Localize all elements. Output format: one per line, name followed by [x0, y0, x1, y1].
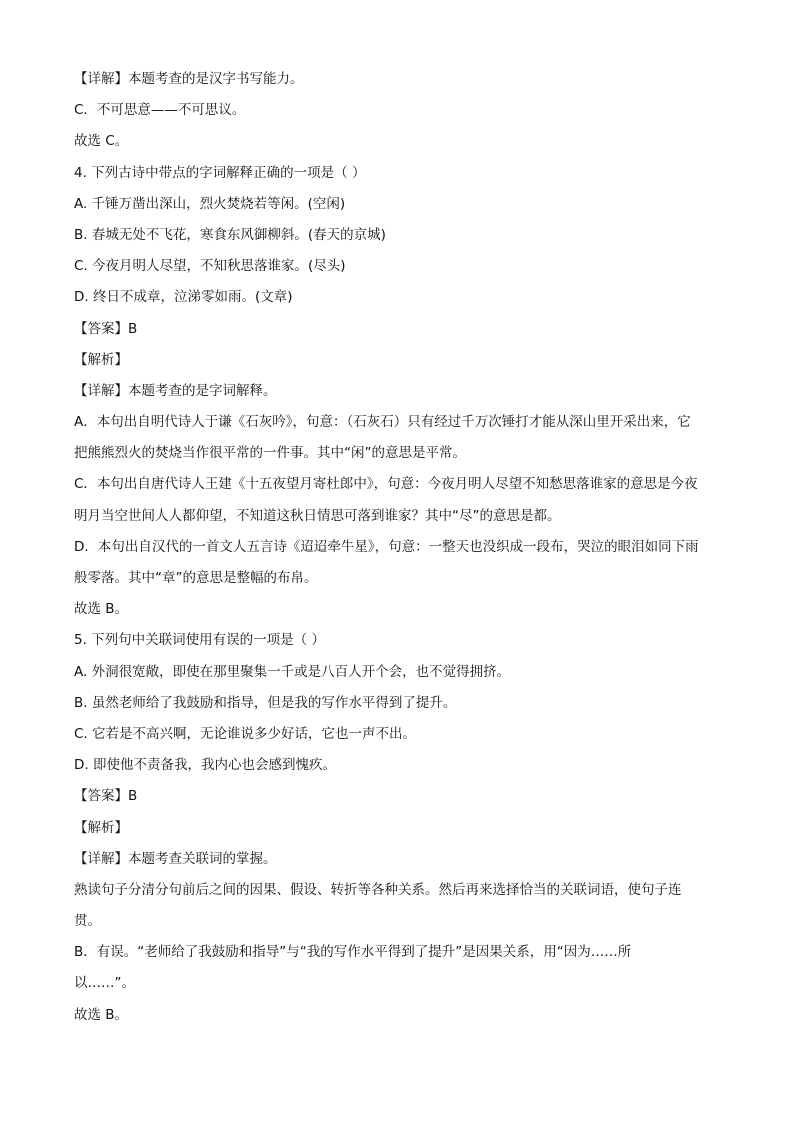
analysis-label: 【解析】: [74, 351, 128, 368]
analysis-label: 【解析】: [74, 819, 128, 836]
question-5-option-a: A. 外洞很宽敞，即使在那里聚集一千或是八百人开个会，也不觉得拥挤。: [74, 663, 511, 680]
document-page: [74, 64, 724, 1031]
detail-line: 【详解】本题考查关联词的掌握。: [74, 850, 277, 867]
explanation-b-line-1: B．有误。“老师给了我鼓励和指导”与“我的写作水平得到了提升”是因果关系，用“因为……所: [74, 944, 632, 961]
answer-choice-line: 故选 C。: [74, 133, 129, 150]
detail-line: 【详解】本题考查的是汉字书写能力。: [74, 71, 304, 87]
explanation-a-line-1: A．本句出自明代诗人于谦《石灰吟》，句意：（石灰石）只有经过千万次锤打才能从深山里开采出来，它: [74, 414, 691, 431]
explanation-d-line-1: D．本句出自汉代的一首文人五言诗《迢迢牵牛星》，句意：一整天也没织成一段布，哭泣的眼泪如同下雨: [74, 538, 699, 555]
answer-label: 【答案】B: [74, 788, 138, 805]
detail-line: 【详解】本题考查的是字词解释。: [74, 382, 277, 399]
question-5-option-b: B. 虽然老师给了我鼓励和指导，但是我的写作水平得到了提升。: [74, 694, 457, 711]
explanation-c-line-1: C．本句出自唐代诗人王建《十五夜望月寄杜郎中》，句意：今夜月明人尽望不知愁思落谁家的意思是今夜: [74, 476, 698, 493]
question-5-option-d: D. 即使他不责备我，我内心也会感到愧疚。: [74, 757, 336, 774]
question-4-option-d: D. 终日不成章，泣涕零如雨。(文章): [74, 289, 293, 306]
question-4-option-c: C. 今夜月明人尽望，不知秋思落谁家。(尽头): [74, 258, 346, 275]
analysis-text-line-2: 贯。: [74, 913, 101, 930]
answer-choice-line: 故选 B。: [74, 1006, 129, 1023]
question-4-option-b: B. 春城无处不飞花，寒食东风御柳斜。(春天的京城): [74, 226, 386, 243]
explanation-d-line-2: 般零落。其中“章”的意思是整幅的布帛。: [74, 570, 318, 586]
option-line: C．不可思意——不可思议。: [74, 102, 246, 119]
explanation-b-line-2: 以……”。: [74, 975, 135, 992]
question-4-option-a: A. 千锤万凿出深山，烈火焚烧若等闲。(空闲): [74, 195, 346, 212]
question-5-stem: 5. 下列句中关联词使用有误的一项是（ ）: [74, 632, 325, 649]
answer-label: 【答案】B: [74, 320, 138, 337]
answer-choice-line: 故选 B。: [74, 601, 129, 618]
explanation-c-line-2: 明月当空世间人人都仰望，不知道这秋日情思可落到谁家？其中“尽”的意思是都。: [74, 507, 561, 524]
analysis-text-line-1: 熟读句子分清分句前后之间的因果、假设、转折等各种关系。然后再来选择恰当的关联词语，使句子连: [74, 881, 682, 898]
question-4-stem: 4. 下列古诗中带点的字词解释正确的一项是（ ）: [74, 164, 366, 181]
explanation-a-line-2: 把熊熊烈火的焚烧当作很平常的一件事。其中“闲”的意思是平常。: [74, 445, 466, 462]
question-5-option-c: C. 它若是不高兴啊，无论谁说多少好话，它也一声不出。: [74, 725, 417, 742]
